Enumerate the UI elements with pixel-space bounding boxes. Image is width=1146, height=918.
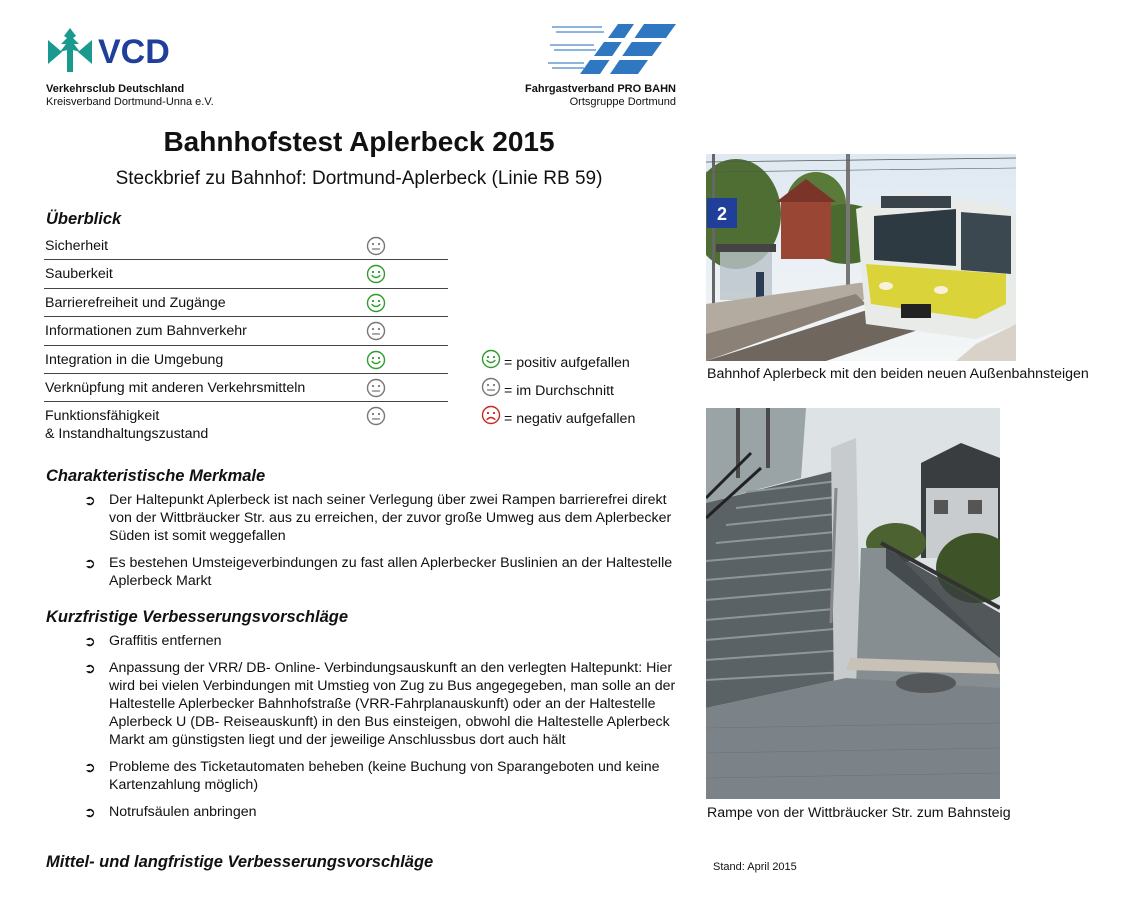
table-row [44, 289, 448, 317]
short-term-heading: Kurzfristige Verbesserungsvorschläge [46, 608, 348, 626]
overview-label: Verknüpfung mit anderen Verkehrsmitteln [45, 379, 306, 396]
list-item [84, 803, 680, 821]
svg-text:2: 2 [717, 204, 728, 224]
overview-label: Sauberkeit [45, 266, 113, 283]
neutral-smiley-icon [481, 377, 501, 397]
arrow-bullet-icon: ➲ [84, 633, 96, 649]
list-item-text: Graffitis entfernen [109, 633, 222, 649]
positive-smiley-icon [481, 349, 501, 369]
legend-text: = im Durchschnitt [504, 383, 614, 399]
list-item [84, 491, 680, 545]
list-item [84, 554, 680, 590]
list-item-text: Probleme des Ticketautomaten beheben (keine Buchung von Sparangeboten und keine Kartenzahlung möglich) [109, 759, 660, 793]
table-row [44, 260, 448, 288]
list-item [84, 758, 680, 794]
page-title: Bahnhofstest Aplerbeck 2015 [163, 126, 555, 157]
probahn-name: Fahrgastverband PRO BAHN [525, 83, 676, 95]
overview-label: Integration in die Umgebung [45, 351, 224, 368]
short-term-list [84, 632, 680, 830]
neutral-smiley-icon [366, 321, 386, 341]
probahn-subtitle: Ortsgruppe Dortmund [569, 96, 676, 108]
list-item-text: Der Haltepunkt Aplerbeck ist nach seiner Verlegung über zwei Rampen barrierefrei direkt von der Wittbräucker Str. aus zu erreichen, der zuvor große Umweg aus dem Aplerbecker Süden ist somit weggefallen [109, 492, 672, 544]
arrow-bullet-icon: ➲ [84, 804, 96, 820]
list-item [84, 659, 680, 749]
table-row [44, 346, 448, 374]
overview-label: Sicherheit [45, 238, 109, 254]
positive-smiley-icon [366, 264, 386, 284]
overview-table [44, 232, 448, 450]
arrow-bullet-icon: ➲ [84, 492, 96, 508]
photo-caption: Rampe von der Wittbräucker Str. zum Bahnsteig [707, 805, 1011, 821]
probahn-logo [548, 22, 678, 76]
overview-heading: Überblick [46, 210, 122, 228]
legend-text: = negativ aufgefallen [504, 411, 636, 427]
vcd-name: Verkehrsclub Deutschland [46, 83, 185, 95]
long-term-heading: Mittel- und langfristige Verbesserungsvorschläge [46, 853, 434, 871]
list-item [84, 632, 680, 650]
neutral-smiley-icon [366, 378, 386, 398]
page-subtitle: Steckbrief zu Bahnhof: Dortmund-Aplerbeck (Linie RB 59) [115, 168, 603, 189]
neutral-smiley-icon [366, 406, 386, 426]
table-row [44, 232, 448, 260]
legend-text: = positiv aufgefallen [504, 355, 630, 371]
table-row [44, 317, 448, 345]
overview-label: Funktionsfähigkeit & Instandhaltungszustand [45, 408, 209, 443]
list-item-text: Anpassung der VRR/ DB- Online- Verbindungsauskunft an den verlegten Haltepunkt: Hier wird bei vielen Verbindungen mit Umstieg von Zug zu Bus angegegeben, man solle an der Haltestelle Aplerbecker Bahnhofstraße (VRR-Fahrplanauskunft) oder an der Haltestelle Aplerbeck U (DB- Reiseauskunft) in den Bus einsteigen, obwohl die Haltestelle Aplerbeck Markt am günstigsten liegt und der jeweilige Anschlussbus dort auch hält [109, 660, 676, 748]
negative-smiley-icon [481, 405, 501, 425]
arrow-bullet-icon: ➲ [84, 759, 96, 775]
characteristics-list [84, 491, 680, 599]
station-train-photo [706, 154, 1016, 361]
arrow-bullet-icon: ➲ [84, 555, 96, 571]
overview-label: Barrierefreiheit und Zugänge [45, 294, 226, 311]
overview-label: Informationen zum Bahnverkehr [45, 323, 247, 340]
arrow-bullet-icon: ➲ [84, 660, 96, 676]
photo-caption: Bahnhof Aplerbeck mit den beiden neuen Außenbahnsteigen [707, 366, 1089, 382]
vcd-logo [46, 26, 186, 74]
neutral-smiley-icon [366, 236, 386, 256]
positive-smiley-icon [366, 293, 386, 313]
list-item-text: Notrufsäulen anbringen [109, 804, 257, 820]
list-item-text: Es bestehen Umsteigeverbindungen zu fast allen Aplerbecker Buslinien an der Haltestelle Aplerbeck Markt [109, 555, 673, 589]
vcd-subtitle: Kreisverband Dortmund-Unna e.V. [46, 96, 214, 108]
table-row [44, 374, 448, 402]
table-row [44, 402, 448, 450]
stand-date: Stand: April 2015 [713, 861, 797, 873]
svg-text:VCD: VCD [98, 33, 170, 71]
ramp-stairs-photo [706, 408, 1000, 799]
positive-smiley-icon [366, 350, 386, 370]
characteristics-heading: Charakteristische Merkmale [46, 467, 266, 485]
